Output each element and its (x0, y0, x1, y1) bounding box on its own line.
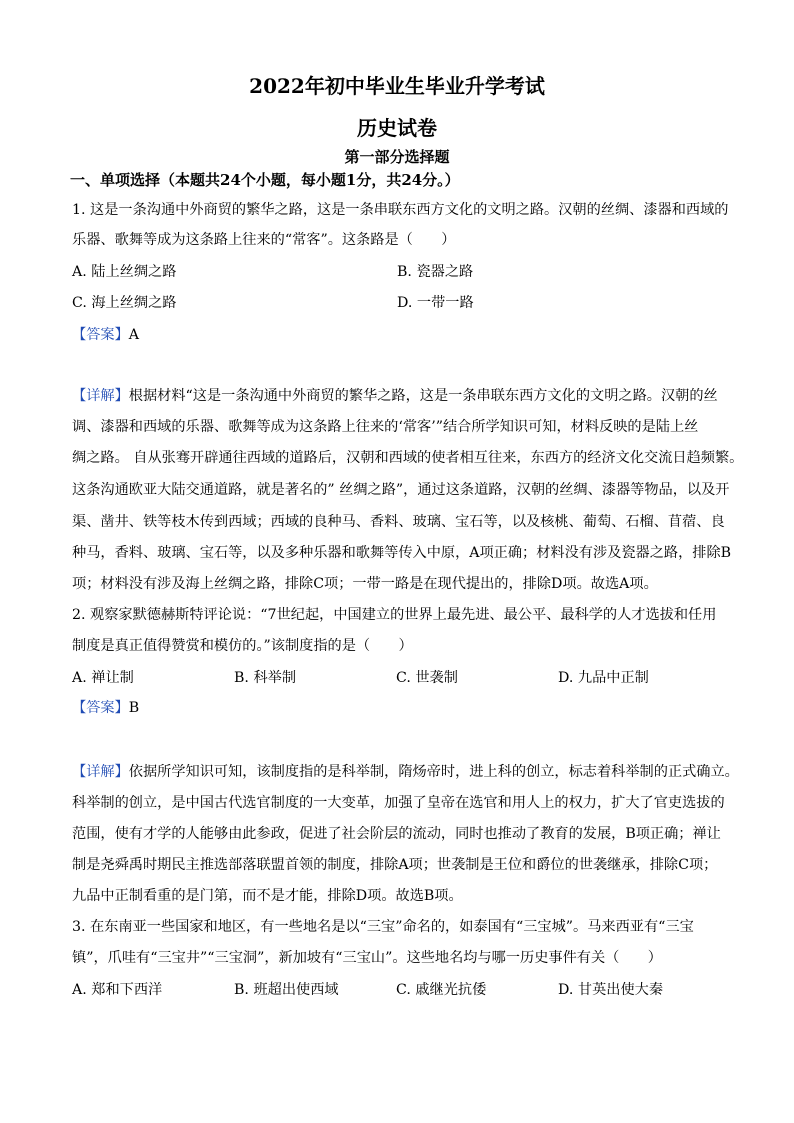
q1-stem-line-2: 乐器、歌舞等成为这条路上往来的“常客”。这条路是（ ） (72, 232, 456, 248)
q3-stem-line-2: 镇”，爪哇有“三宝井”“三宝洞”，新加坡有“三宝山”。这些地名均与哪一历史事件有关（ ） (72, 950, 662, 966)
q1-option-d: D. 一带一路 (397, 295, 474, 311)
q2-answer (72, 698, 139, 718)
q2-stem-line-2: 制度是真正值得赞赏和模仿的。”该制度指的是（ ） (72, 638, 413, 654)
q1-stem-line-1: 1. 这是一条沟通中外商贸的繁华之路，这是一条串联东西方文化的文明之路。汉朝的丝绸、漆器和西域的 (72, 202, 729, 218)
q2-detail-line-5: 九品中正制看重的是门第，而不是才能，排除D项。故选B项。 (72, 888, 463, 904)
q1-answer-label: 【答案】 (72, 327, 129, 343)
q1-detail-line-3: 绸之路。 自从张骞开辟通往西域的道路后，汉朝和西域的使者相互往来，东西方的经济文化交流日趋频繁。 (72, 450, 744, 466)
exam-subtitle: 历史试卷 (357, 116, 437, 140)
q3-option-d: D. 甘英出使大秦 (558, 982, 664, 998)
q1-detail-line-1 (72, 386, 718, 406)
q2-detail-line-1 (72, 762, 739, 782)
q3-option-b: B. 班超出使西域 (234, 982, 339, 998)
q1-option-b: B. 瓷器之路 (397, 264, 474, 280)
q1-detail-line-2: 调、漆器和西域的乐器、歌舞等成为这条路上往来的‘常客’”结合所学知识可知，材料反映的是陆上丝 (72, 419, 699, 435)
q1-detail-label: 【详解】 (72, 388, 129, 404)
q2-stem-line-1: 2. 观察家默德赫斯特评论说：“7世纪起，中国建立的世界上最先进、最公平、最科学的人才选拔和任用 (72, 607, 717, 623)
q1-option-c: C. 海上丝绸之路 (72, 295, 177, 311)
q2-option-b: B. 科举制 (234, 670, 297, 686)
q1-answer-value: A (128, 327, 140, 343)
part-heading: 第一部分选择题 (344, 148, 450, 166)
q2-option-d: D. 九品中正制 (558, 670, 649, 686)
q3-stem-line-1: 3. 在东南亚一些国家和地区，有一些地名是以“三宝”命名的，如泰国有“三宝城”。马来西亚有“三宝 (72, 919, 694, 935)
q2-option-a: A. 禅让制 (72, 670, 134, 686)
q2-answer-value: B (128, 700, 140, 716)
q2-answer-label: 【答案】 (72, 700, 129, 716)
section-heading: 一、单项选择（本题共24个小题，每小题1分，共24分。） (70, 171, 460, 189)
q1-answer (72, 325, 139, 345)
q1-detail-line-6: 种马，香料、玻璃、宝石等，以及多种乐器和歌舞等传入中原，A项正确；材料没有涉及瓷器之路，排除B (72, 545, 732, 561)
q1-detail-line-7: 项；材料没有涉及海上丝绸之路，排除C项；一带一路是在现代提出的，排除D项。故选A项。 (72, 576, 658, 592)
q3-option-a: A. 郑和下西洋 (72, 982, 163, 998)
q1-detail-line-4: 这条沟通欧亚大陆交通道路，就是著名的” 丝绸之路”，通过这条道路，汉朝的丝绸、漆器等物品，以及开 (72, 482, 730, 498)
q2-detail-text-1: 依据所学知识可知，该制度指的是科举制，隋炀帝时，进上科的创立，标志着科举制的正式确立。 (128, 764, 739, 780)
q2-detail-line-2: 科举制的创立，是中国古代选官制度的一大变革，加强了皇帝在选官和用人上的权力，扩大了官吏选拔的 (72, 795, 725, 811)
q2-detail-label: 【详解】 (72, 764, 129, 780)
q2-detail-line-4: 制是尧舜禹时期民主推选部落联盟首领的制度，排除A项；世袭制是王位和爵位的世袭继承，排除C项； (72, 857, 718, 873)
exam-title: 2022年初中毕业生毕业升学考试 (249, 74, 545, 98)
q3-option-c: C. 戚继光抗倭 (396, 982, 487, 998)
q1-option-a: A. 陆上丝绸之路 (72, 264, 177, 280)
q2-detail-line-3: 范围，使有才学的人能够由此参政，促进了社会阶层的流动，同时也推动了教育的发展，B项正确；禅让 (72, 826, 721, 842)
q1-detail-text-1: 根据材料“这是一条沟通中外商贸的繁华之路，这是一条串联东西方文化的文明之路。汉朝的丝 (128, 388, 718, 404)
q1-detail-line-5: 渠、凿井、铁等枝木传到西域；西域的良种马、香料、玻璃、宝石等，以及核桃、葡萄、石榴、苜蓿、良 (72, 514, 725, 530)
q2-option-c: C. 世袭制 (396, 670, 458, 686)
